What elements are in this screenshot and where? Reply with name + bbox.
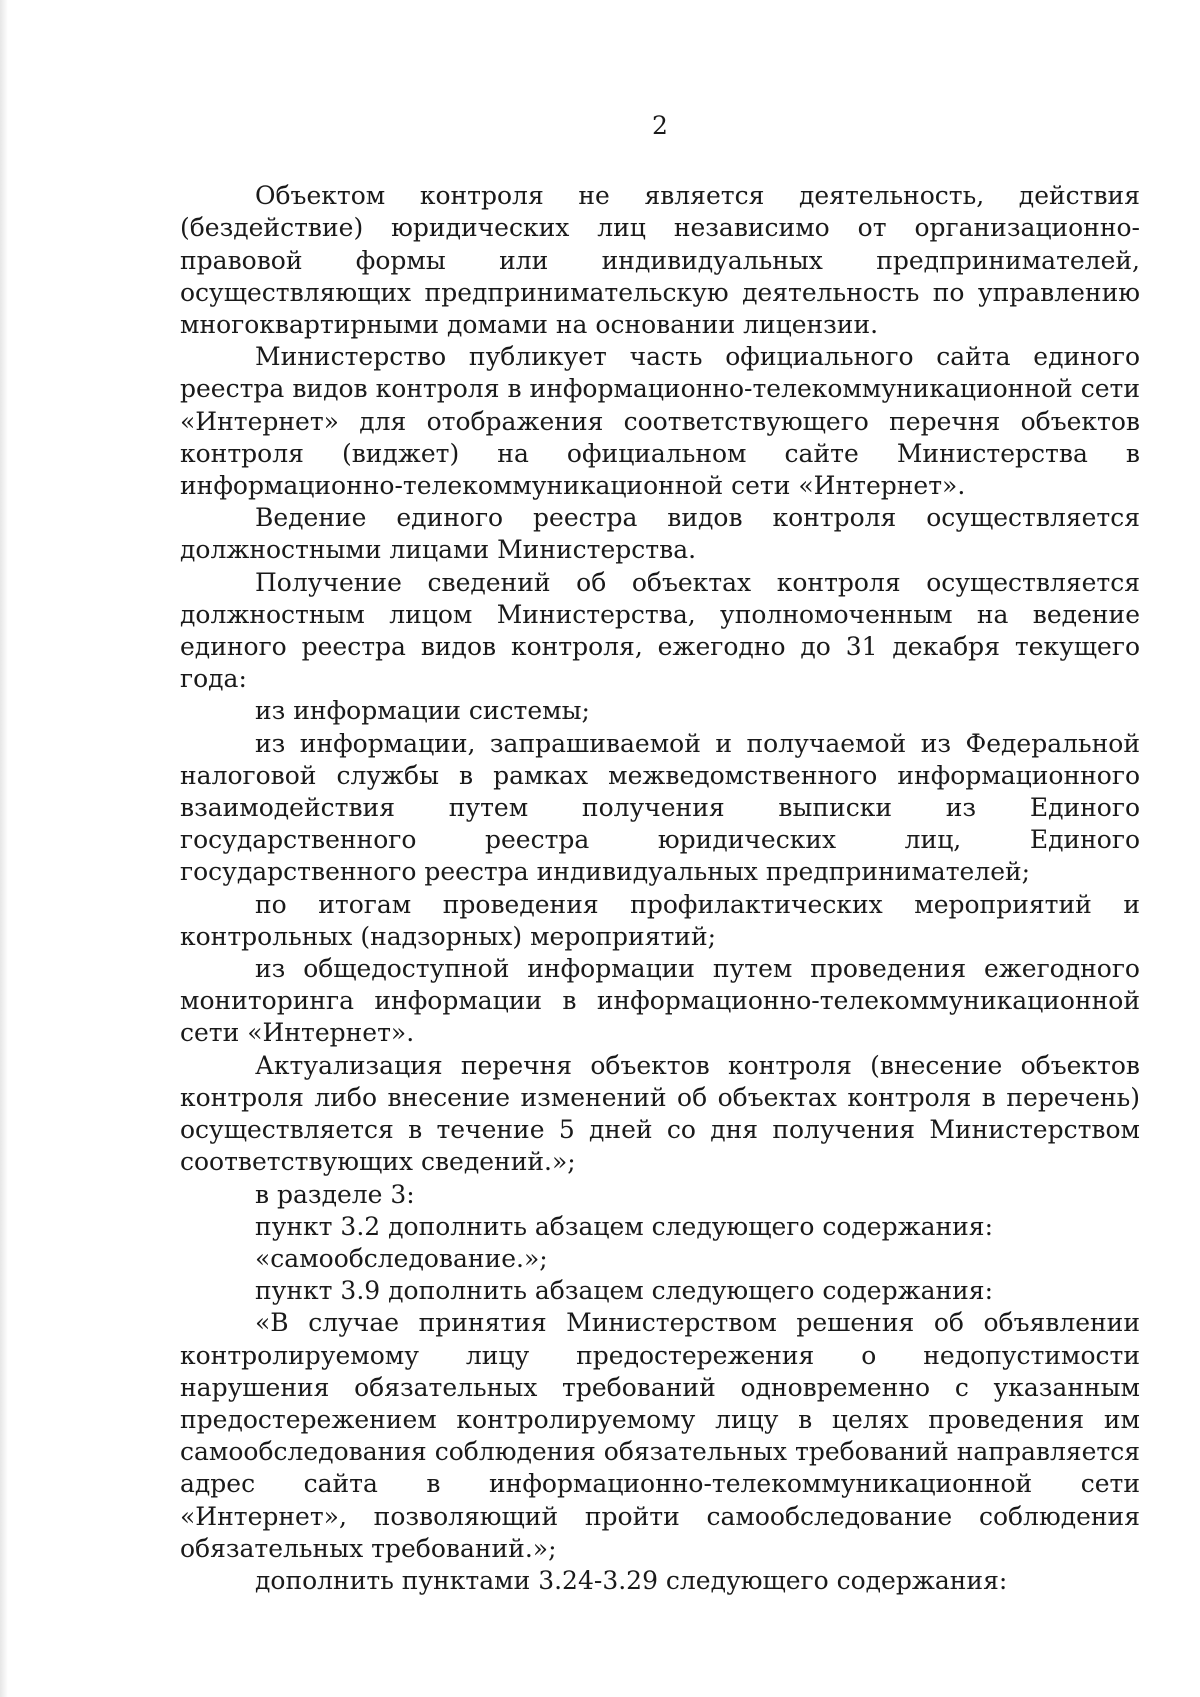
paragraph-item-3-2: пункт 3.2 дополнить абзацем следующего содержания: [255, 1211, 994, 1241]
paragraph-from-preventive-measures: по итогам проведения профилактических мероприятий и контрольных (надзорных) мероприятий; [180, 889, 1140, 951]
paragraph-item-3-9: пункт 3.9 дополнить абзацем следующего содержания: [255, 1276, 994, 1306]
paragraph-from-tax-service: из информации, запрашиваемой и получаемой из Федеральной налоговой службы в рамках межведомственного информационного взаимодействия путем получения выписки из Единого государственного реестра юридических лиц, Единого государственного реестра индивидуальных предпринимателей; [180, 728, 1140, 887]
paragraph-add-items-3-24-3-29: дополнить пунктами 3.24-3.29 следующего содержания: [255, 1565, 1008, 1595]
paragraph-warning-case: «В случае принятия Министерством решения об объявлении контролируемому лицу предостережения о недопустимости нарушения обязательных требований одновременно с указанным предостережением контролируемому лицу в целях проведения им самообследования соблюдения обязательных требований направляется адрес сайта в информационно-телекоммуникационной сети «Интернет», позволяющий пройти самообследование соблюдения обязательных требований.»; [180, 1308, 1140, 1563]
paragraph-registry-maintenance: Ведение единого реестра видов контроля осуществляется должностными лицами Министерства. [180, 503, 1140, 565]
document-page [180, 110, 1140, 1597]
paragraph-control-object-exclusion: Объектом контроля не является деятельность, действия (бездействие) юридических лиц независимо от организационно-правовой формы или индивидуальных предпринимателей, осуществляющих предпринимательскую деятельность по управлению многоквартирными домами на основании лицензии. [180, 181, 1140, 340]
paragraph-section-3: в разделе 3: [255, 1179, 415, 1209]
paragraph-ministry-publication: Министерство публикует часть официального сайта единого реестра видов контроля в информационно-телекоммуникационной сети «Интернет» для отображения соответствующего перечня объектов контроля (виджет) на официальном сайте Министерства в информационно-телекоммуникационной сети «Интернет». [180, 342, 1140, 501]
paragraph-list-update: Актуализация перечня объектов контроля (внесение объектов контроля либо внесение изменений об объектах контроля в перечень) осуществляется в течение 5 дней со дня получения Министерством соответствующих сведений.»; [180, 1050, 1140, 1177]
scan-edge-shadow [0, 0, 8, 1697]
paragraph-self-examination: «самообследование.»; [255, 1243, 548, 1273]
paragraph-from-public-information: из общедоступной информации путем проведения ежегодного мониторинга информации в информационно-телекоммуникационной сети «Интернет». [180, 954, 1140, 1048]
paragraph-obtaining-information: Получение сведений об объектах контроля осуществляется должностным лицом Министерства, уполномоченным на ведение единого реестра видов контроля, ежегодно до 31 декабря текущего года: [180, 567, 1140, 694]
page-number: 2 [652, 111, 668, 140]
paragraph-from-system-information: из информации системы; [255, 696, 590, 726]
